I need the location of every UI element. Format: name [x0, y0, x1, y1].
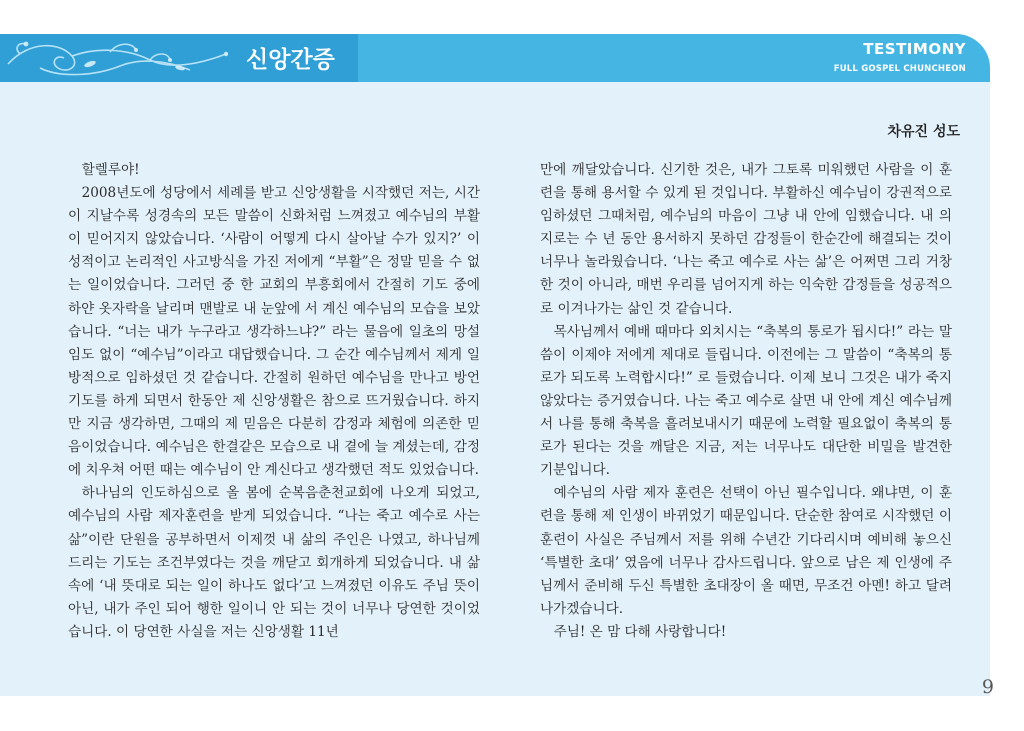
paragraph: 만에 깨달았습니다. 신기한 것은, 내가 그토록 미워했던 사람을 이 훈련을 통해 용서할 수 있게 된 것입니다. 부활하신 예수님이 강권적으로 임하셨던 그때처럼, 예수님의 마음이 그냥 내 안에 임했습니다. 내 의지로는 수 년 동안 용서하지 못하던 감정들이 한순간에 해결되는 것이 너무나 놀라웠습니다. ‘나는 죽고 예수로 사는 삶’은 어쩌면 그리 거창한 것이 아니라, 매번 우리를 넘어지게 하는 익숙한 감정들을 성공적으로 이겨나가는 삶인 것 같습니다.: [540, 162, 952, 317]
floral-swirl-ornament-icon: [0, 34, 240, 82]
left-text-column: [68, 159, 480, 644]
testimony-label: TESTIMONY: [863, 40, 966, 58]
paragraph: 목사님께서 예배 때마다 외치시는 “축복의 통로가 됩시다!” 라는 말씀이 이제야 저에게 제대로 들립니다. 이전에는 그 말씀이 “축복의 통로가 되도록 노력합시다!” 로 들렸습니다. 이제 보니 그것은 내가 죽지 않았다는 증거였습니다. 나는 죽고 예수로 살면 내 안에 계신 예수님께서 나를 통해 축복을 흘려보내시기 때문에 노력할 필요없이 축복의 통로가 된다는 것을 깨달은 지금, 저는 너무나도 대단한 비밀을 발견한 기분입니다.: [540, 323, 952, 479]
church-label: FULL GOSPEL CHUNCHEON: [833, 64, 966, 74]
author-name: 차유진 성도: [887, 124, 960, 140]
section-title: 신앙간증: [246, 47, 335, 73]
right-text-column: [540, 159, 952, 644]
page-number: 9: [981, 676, 994, 698]
paragraph: 예수님의 사람 제자 훈련은 선택이 아닌 필수입니다. 왜냐면, 이 훈련을 통해 제 인생이 바뀌었기 때문입니다. 단순한 참여로 시작했던 이 훈련이 사실은 주님께서 저를 위해 수년간 기다리시며 예비해 놓으신 ‘특별한 초대’ 였음에 너무나 감사드립니다. 앞으로 남은 제 인생에 주님께서 준비해 두신 특별한 초대장이 올 때면, 무조건 아멘! 하고 달려 나가겠습니다.: [540, 485, 952, 617]
paragraph: 2008년도에 성당에서 세례를 받고 신앙생활을 시작했던 저는, 시간이 지날수록 성경속의 모든 말씀이 신화처럼 느껴졌고 예수님의 부활이 믿어지지 않았습니다. ‘사람이 어떻게 다시 살아날 수가 있지?’ 이성적이고 논리적인 사고방식을 가진 저에게 “부활”은 정말 믿을 수 없는 일이었습니다. 그러던 중 한 교회의 부흥회에서 간절히 기도 중에 하얀 옷자락을 날리며 맨발로 내 눈앞에 서 계신 예수님의 모습을 보았습니다. “너는 내가 누구라고 생각하느냐?” 라는 물음에 일초의 망설임도 없이 “예수님”이라고 대답했습니다. 그 순간 예수님께서 제게 일방적으로 임하셨던 것 같습니다. 간절히 원하던 예수님을 만나고 방언기도를 하게 되면서 한동안 제 신앙생활은 참으로 뜨거웠습니다. 하지만 지금 생각하면, 그때의 제 믿음은 다분히 감정과 체험에 의존한 믿음이었습니다. 예수님은 한결같은 모습으로 내 곁에 늘 계셨는데, 감정에 치우쳐 어떤 때는 예수님이 안 계신다고 생각했던 적도 있었습니다.: [68, 185, 480, 479]
paragraph: 주님! 온 맘 다해 사랑합니다!: [553, 623, 727, 640]
paragraph: 할렐루야!: [81, 162, 140, 178]
paragraph: 하나님의 인도하심으로 올 봄에 순복음춘천교회에 나오게 되었고, 예수님의 사람 제자훈련을 받게 되었습니다. “나는 죽고 예수로 사는 삶”이란 단원을 공부하면서 이제껏 내 삶의 주인은 나였고, 하나님께 드리는 기도는 조건부였다는 것을 깨닫고 회개하게 되었습니다. 내 삶 속에 ‘내 뜻대로 되는 일이 하나도 없다’고 느껴졌던 이유도 주님 뜻이 아닌, 내가 주인 되어 행한 일이니 안 되는 것이 너무나 당연한 것이었습니다. 이 당연한 사실을 저는 신앙생활 11년: [68, 485, 480, 640]
